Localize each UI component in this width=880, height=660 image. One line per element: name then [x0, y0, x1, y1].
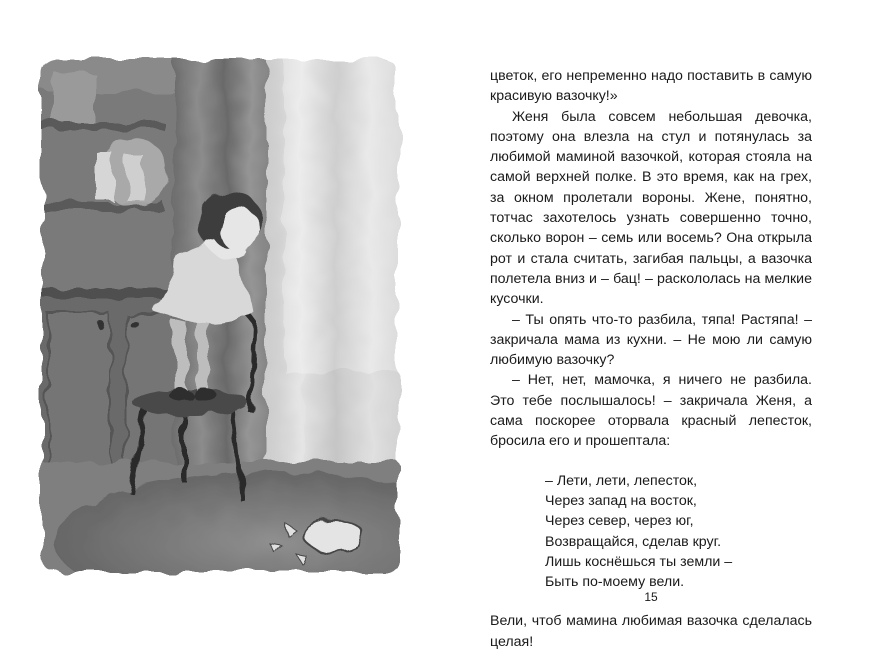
poem-line: Возвращайся, сделав круг.	[545, 533, 722, 550]
paragraph: цветок, его непременно надо поставить в самую красивую вазочку!»	[490, 68, 812, 105]
illustration-girl-on-chair	[34, 52, 406, 580]
poem	[545, 471, 812, 593]
closing-paragraph: Вели, чтоб мамина любимая вазочка сделалась целая!	[490, 613, 812, 650]
poem-line: Быть по-моему вели.	[545, 574, 685, 591]
page-number: 15	[644, 590, 658, 604]
poem-line: – Лети, лети, лепесток,	[545, 472, 698, 489]
poem-line: Лишь коснёшься ты земли –	[545, 553, 733, 570]
paragraph: – Нет, нет, мамочка, я ничего не разбила. Это тебе послышалось! – закричала Женя, а сама поскорее оторвала красный лепесток, бросила его и прошептала:	[490, 372, 812, 450]
poem-line: Через север, через юг,	[545, 513, 694, 530]
poem-line: Через запад на восток,	[545, 492, 697, 509]
story-text	[490, 66, 812, 652]
paragraph: – Ты опять что-то разбила, тяпа! Растяпа! – закричала мама из кухни. – Не мою ли самую любимую вазочку?	[490, 311, 812, 369]
illustration-drawing	[34, 52, 406, 580]
paragraph: Женя была совсем небольшая девочка, поэтому она влезла на стул и потянулась за любимой маминой вазочкой, которая стояла на самой верхней полке. В это время, как на грех, за окном пролетали вороны. Жене, понятно, тотчас захотелось узнать совершенно точно, сколько ворон – семь или восемь? Она открыла рот и стала считать, загибая пальцы, а вазочка полетела вниз и – бац! – раскололась на мелкие кусочки.	[490, 108, 812, 308]
